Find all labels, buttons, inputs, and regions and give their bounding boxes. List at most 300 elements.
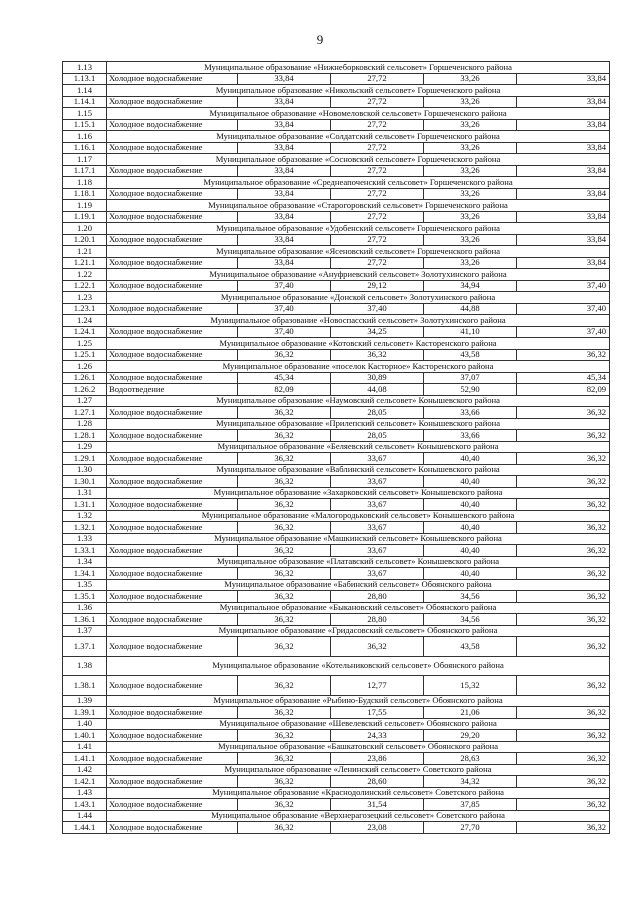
tariff-value-4: 36,32 <box>517 637 610 657</box>
section-header-row <box>63 177 610 189</box>
section-header-row <box>63 441 610 453</box>
data-row <box>63 545 610 557</box>
data-row <box>63 430 610 442</box>
service-name: Холодное водоснабжение <box>107 637 238 657</box>
tariff-value-3: 33,26 <box>424 142 517 154</box>
data-row <box>63 73 610 85</box>
tariff-value-4: 33,84 <box>517 234 610 246</box>
tariff-value-1: 45,34 <box>238 372 331 384</box>
data-row <box>63 349 610 361</box>
row-number: 1.30.1 <box>63 476 107 488</box>
row-number: 1.19 <box>63 200 107 212</box>
tariff-value-3: 40,40 <box>424 545 517 557</box>
service-name: Холодное водоснабжение <box>107 753 238 765</box>
row-number: 1.13 <box>63 62 107 74</box>
tariff-value-1: 33,84 <box>238 119 331 131</box>
service-name: Холодное водоснабжение <box>107 676 238 696</box>
tariff-value-1: 36,32 <box>238 499 331 511</box>
data-row <box>63 257 610 269</box>
service-name: Холодное водоснабжение <box>107 522 238 534</box>
tariff-value-2: 27,72 <box>331 165 424 177</box>
tariff-value-1: 82,09 <box>238 384 331 396</box>
municipality-title: Муниципальное образование «Рыбино-Будский сельсовет» Обоянского района <box>107 695 610 707</box>
row-number: 1.18.1 <box>63 188 107 200</box>
data-row <box>63 453 610 465</box>
service-name: Холодное водоснабжение <box>107 799 238 811</box>
tariff-value-2: 36,32 <box>331 637 424 657</box>
row-number: 1.44 <box>63 810 107 822</box>
service-name: Холодное водоснабжение <box>107 499 238 511</box>
tariff-value-4: 36,32 <box>517 476 610 488</box>
tariff-value-4: 36,32 <box>517 545 610 557</box>
tariff-value-1: 36,32 <box>238 476 331 488</box>
service-name: Холодное водоснабжение <box>107 326 238 338</box>
section-header-row <box>63 108 610 120</box>
service-name: Холодное водоснабжение <box>107 407 238 419</box>
tariff-value-1: 33,84 <box>238 73 331 85</box>
tariff-value-4: 33,84 <box>517 165 610 177</box>
tariff-value-1: 33,84 <box>238 211 331 223</box>
tariff-value-4: 37,40 <box>517 303 610 315</box>
municipality-title: Муниципальное образование «Наумовский сельсовет» Конышевского района <box>107 395 610 407</box>
service-name: Холодное водоснабжение <box>107 545 238 557</box>
row-number: 1.34 <box>63 556 107 568</box>
service-name: Холодное водоснабжение <box>107 822 238 834</box>
row-number: 1.16.1 <box>63 142 107 154</box>
row-number: 1.15.1 <box>63 119 107 131</box>
service-name: Холодное водоснабжение <box>107 303 238 315</box>
tariff-value-2: 33,67 <box>331 499 424 511</box>
row-number: 1.16 <box>63 131 107 143</box>
tariff-value-2: 36,32 <box>331 349 424 361</box>
tariff-value-4: 36,32 <box>517 776 610 788</box>
tariff-value-1: 36,32 <box>238 522 331 534</box>
row-number: 1.35.1 <box>63 591 107 603</box>
tariff-value-2: 27,72 <box>331 211 424 223</box>
tariff-value-3: 28,63 <box>424 753 517 765</box>
tariff-value-3: 40,40 <box>424 476 517 488</box>
service-name: Холодное водоснабжение <box>107 430 238 442</box>
tariff-value-1: 36,32 <box>238 753 331 765</box>
row-number: 1.36.1 <box>63 614 107 626</box>
tariff-value-2: 28,80 <box>331 614 424 626</box>
tariff-value-1: 33,84 <box>238 142 331 154</box>
tariff-value-2: 33,67 <box>331 545 424 557</box>
tariff-value-2: 29,12 <box>331 280 424 292</box>
row-number: 1.39 <box>63 695 107 707</box>
municipality-title: Муниципальное образование «Ваблинский сельсовет» Конышевского района <box>107 464 610 476</box>
tariff-value-4: 33,84 <box>517 142 610 154</box>
tariff-value-4: 36,32 <box>517 614 610 626</box>
tariff-value-4: 36,32 <box>517 522 610 534</box>
section-header-row <box>63 269 610 281</box>
tariff-value-4: 37,40 <box>517 326 610 338</box>
tariff-value-2: 34,25 <box>331 326 424 338</box>
row-number: 1.42 <box>63 764 107 776</box>
tariff-value-3: 34,56 <box>424 591 517 603</box>
section-header-row <box>63 787 610 799</box>
data-row <box>63 753 610 765</box>
tariff-value-3: 29,20 <box>424 730 517 742</box>
row-number: 1.34.1 <box>63 568 107 580</box>
municipality-title: Муниципальное образование «Новомеловской сельсовет» Горшеченского района <box>107 108 610 120</box>
data-row <box>63 303 610 315</box>
row-number: 1.43.1 <box>63 799 107 811</box>
tariff-value-2: 31,54 <box>331 799 424 811</box>
row-number: 1.13.1 <box>63 73 107 85</box>
tariff-value-2: 30,89 <box>331 372 424 384</box>
tariff-value-2: 12,77 <box>331 676 424 696</box>
tariff-value-3: 33,26 <box>424 188 517 200</box>
service-name: Холодное водоснабжение <box>107 776 238 788</box>
row-number: 1.29.1 <box>63 453 107 465</box>
municipality-title: Муниципальное образование «Сосновский сельсовет» Горшеченского района <box>107 154 610 166</box>
section-header-row <box>63 223 610 235</box>
data-row <box>63 522 610 534</box>
service-name: Холодное водоснабжение <box>107 591 238 603</box>
section-header-row <box>63 62 610 74</box>
data-row <box>63 637 610 657</box>
tariff-value-3: 33,26 <box>424 119 517 131</box>
data-row <box>63 676 610 696</box>
row-number: 1.26.2 <box>63 384 107 396</box>
data-row <box>63 730 610 742</box>
service-name: Холодное водоснабжение <box>107 730 238 742</box>
section-header-row <box>63 361 610 373</box>
service-name: Водоотведение <box>107 384 238 396</box>
data-row <box>63 407 610 419</box>
data-row <box>63 280 610 292</box>
row-number: 1.37 <box>63 625 107 637</box>
service-name: Холодное водоснабжение <box>107 234 238 246</box>
municipality-title: Муниципальное образование «Донской сельсовет» Золотухинского района <box>107 292 610 304</box>
data-row <box>63 119 610 131</box>
tariff-value-3: 41,10 <box>424 326 517 338</box>
data-row <box>63 372 610 384</box>
tariff-value-1: 36,32 <box>238 676 331 696</box>
tariff-value-4: 33,84 <box>517 257 610 269</box>
tariff-value-1: 33,84 <box>238 234 331 246</box>
row-number: 1.19.1 <box>63 211 107 223</box>
row-number: 1.21.1 <box>63 257 107 269</box>
tariff-value-2: 33,67 <box>331 453 424 465</box>
tariff-value-2: 33,67 <box>331 568 424 580</box>
tariff-value-1: 33,84 <box>238 257 331 269</box>
row-number: 1.17 <box>63 154 107 166</box>
tariff-value-3: 33,26 <box>424 234 517 246</box>
section-header-row <box>63 131 610 143</box>
tariff-value-2: 28,05 <box>331 407 424 419</box>
tariff-value-4: 36,32 <box>517 453 610 465</box>
row-number: 1.30 <box>63 464 107 476</box>
municipality-title: Муниципальное образование «Быкановский сельсовет» Обоянского района <box>107 602 610 614</box>
municipality-title: Муниципальное образование «Котельниковский сельсовет» Обоянского района <box>107 656 610 676</box>
service-name: Холодное водоснабжение <box>107 257 238 269</box>
tariff-value-3: 34,32 <box>424 776 517 788</box>
municipality-title: Муниципальное образование «Беляевский сельсовет» Конышевского района <box>107 441 610 453</box>
tariff-value-3: 15,32 <box>424 676 517 696</box>
data-row <box>63 142 610 154</box>
tariff-value-3: 40,40 <box>424 453 517 465</box>
section-header-row <box>63 395 610 407</box>
row-number: 1.24.1 <box>63 326 107 338</box>
tariff-value-1: 36,32 <box>238 453 331 465</box>
tariff-value-1: 36,32 <box>238 591 331 603</box>
tariff-value-1: 36,32 <box>238 614 331 626</box>
tariff-value-3: 37,07 <box>424 372 517 384</box>
row-number: 1.37.1 <box>63 637 107 657</box>
data-row <box>63 707 610 719</box>
tariff-value-1: 37,40 <box>238 303 331 315</box>
tariff-value-1: 36,32 <box>238 407 331 419</box>
tariff-value-4: 36,32 <box>517 822 610 834</box>
tariff-value-3: 21,06 <box>424 707 517 719</box>
service-name: Холодное водоснабжение <box>107 211 238 223</box>
tariff-value-3: 27,70 <box>424 822 517 834</box>
municipality-title: Муниципальное образование «Верхнерагозецкий сельсовет» Советского района <box>107 810 610 822</box>
tariff-value-3: 43,58 <box>424 637 517 657</box>
tariff-value-4: 36,32 <box>517 591 610 603</box>
tariff-value-4: 36,32 <box>517 676 610 696</box>
tariff-table <box>62 61 610 834</box>
row-number: 1.20.1 <box>63 234 107 246</box>
tariff-value-4: 36,32 <box>517 730 610 742</box>
row-number: 1.26.1 <box>63 372 107 384</box>
tariff-value-3: 33,26 <box>424 73 517 85</box>
municipality-title: Муниципальное образование «Никольский сельсовет» Горшеченского района <box>107 85 610 97</box>
data-row <box>63 591 610 603</box>
data-row <box>63 776 610 788</box>
tariff-value-1: 36,32 <box>238 707 331 719</box>
municipality-title: Муниципальное образование «Котовский сельсовет» Касторенского района <box>107 338 610 350</box>
section-header-row <box>63 695 610 707</box>
section-header-row <box>63 533 610 545</box>
tariff-value-2: 27,72 <box>331 234 424 246</box>
municipality-title: Муниципальное образование «Шевелевский сельсовет» Обоянского района <box>107 718 610 730</box>
row-number: 1.32 <box>63 510 107 522</box>
section-header-row <box>63 292 610 304</box>
section-header-row <box>63 315 610 327</box>
row-number: 1.21 <box>63 246 107 258</box>
row-number: 1.31.1 <box>63 499 107 511</box>
tariff-value-3: 34,56 <box>424 614 517 626</box>
row-number: 1.23 <box>63 292 107 304</box>
tariff-value-2: 23,08 <box>331 822 424 834</box>
tariff-value-3: 33,26 <box>424 165 517 177</box>
section-header-row <box>63 200 610 212</box>
tariff-value-1: 33,84 <box>238 188 331 200</box>
tariff-value-2: 17,55 <box>331 707 424 719</box>
tariff-value-4: 33,84 <box>517 73 610 85</box>
municipality-title: Муниципальное образование «Малогородьковский сельсовет» Конышевского района <box>107 510 610 522</box>
row-number: 1.14.1 <box>63 96 107 108</box>
service-name: Холодное водоснабжение <box>107 165 238 177</box>
tariff-value-1: 36,32 <box>238 637 331 657</box>
tariff-value-4: 36,32 <box>517 349 610 361</box>
municipality-title: Муниципальное образование «Новоспасский сельсовет» Золотухинского района <box>107 315 610 327</box>
data-row <box>63 476 610 488</box>
page-number: 9 <box>316 32 324 47</box>
tariff-value-3: 40,40 <box>424 568 517 580</box>
municipality-title: Муниципальное образование «Ануфриевский сельсовет» Золотухинского района <box>107 269 610 281</box>
data-row <box>63 234 610 246</box>
data-row <box>63 568 610 580</box>
tariff-value-3: 33,66 <box>424 407 517 419</box>
tariff-table-body <box>63 62 610 834</box>
tariff-value-2: 37,40 <box>331 303 424 315</box>
section-header-row <box>63 741 610 753</box>
row-number: 1.31 <box>63 487 107 499</box>
tariff-value-4: 36,32 <box>517 799 610 811</box>
tariff-value-2: 28,05 <box>331 430 424 442</box>
service-name: Холодное водоснабжение <box>107 372 238 384</box>
tariff-value-1: 36,32 <box>238 799 331 811</box>
row-number: 1.33.1 <box>63 545 107 557</box>
row-number: 1.27 <box>63 395 107 407</box>
service-name: Холодное водоснабжение <box>107 188 238 200</box>
row-number: 1.23.1 <box>63 303 107 315</box>
tariff-value-3: 40,40 <box>424 522 517 534</box>
row-number: 1.39.1 <box>63 707 107 719</box>
tariff-value-4: 36,32 <box>517 707 610 719</box>
service-name: Холодное водоснабжение <box>107 96 238 108</box>
tariff-value-1: 37,40 <box>238 280 331 292</box>
data-row <box>63 96 610 108</box>
row-number: 1.38.1 <box>63 676 107 696</box>
tariff-value-4: 33,84 <box>517 188 610 200</box>
tariff-value-2: 28,60 <box>331 776 424 788</box>
data-row <box>63 384 610 396</box>
municipality-title: Муниципальное образование «Бабинский сельсовет» Обоянского района <box>107 579 610 591</box>
tariff-value-4: 33,84 <box>517 119 610 131</box>
section-header-row <box>63 246 610 258</box>
row-number: 1.44.1 <box>63 822 107 834</box>
service-name: Холодное водоснабжение <box>107 476 238 488</box>
row-number: 1.33 <box>63 533 107 545</box>
tariff-value-3: 43,58 <box>424 349 517 361</box>
tariff-value-2: 27,72 <box>331 96 424 108</box>
data-row <box>63 614 610 626</box>
tariff-value-3: 33,26 <box>424 257 517 269</box>
row-number: 1.40.1 <box>63 730 107 742</box>
row-number: 1.24 <box>63 315 107 327</box>
municipality-title: Муниципальное образование «Гридасовский сельсовет» Обоянского района <box>107 625 610 637</box>
section-header-row <box>63 656 610 676</box>
tariff-value-2: 27,72 <box>331 142 424 154</box>
row-number: 1.35 <box>63 579 107 591</box>
tariff-value-2: 33,67 <box>331 476 424 488</box>
row-number: 1.41.1 <box>63 753 107 765</box>
data-row <box>63 211 610 223</box>
tariff-value-3: 40,40 <box>424 499 517 511</box>
tariff-value-1: 36,32 <box>238 349 331 361</box>
row-number: 1.22.1 <box>63 280 107 292</box>
municipality-title: Муниципальное образование «Удобенский сельсовет» Горшеченского района <box>107 223 610 235</box>
municipality-title: Муниципальное образование «Прилепский сельсовет» Конышевского района <box>107 418 610 430</box>
tariff-value-1: 33,84 <box>238 96 331 108</box>
tariff-value-4: 33,84 <box>517 96 610 108</box>
row-number: 1.38 <box>63 656 107 676</box>
section-header-row <box>63 487 610 499</box>
municipality-title: Муниципальное образование «Захарковский сельсовет» Конышевского района <box>107 487 610 499</box>
data-row <box>63 822 610 834</box>
section-header-row <box>63 718 610 730</box>
data-row <box>63 165 610 177</box>
section-header-row <box>63 464 610 476</box>
row-number: 1.14 <box>63 85 107 97</box>
row-number: 1.28.1 <box>63 430 107 442</box>
row-number: 1.29 <box>63 441 107 453</box>
municipality-title: Муниципальное образование «Среднеапоченский сельсовет» Горшеченского района <box>107 177 610 189</box>
service-name: Холодное водоснабжение <box>107 280 238 292</box>
row-number: 1.20 <box>63 223 107 235</box>
tariff-value-2: 24,33 <box>331 730 424 742</box>
tariff-value-4: 36,32 <box>517 568 610 580</box>
tariff-value-4: 36,32 <box>517 499 610 511</box>
municipality-title: Муниципальное образование «Солдатский сельсовет» Горшеченского района <box>107 131 610 143</box>
tariff-value-4: 82,09 <box>517 384 610 396</box>
tariff-value-1: 33,84 <box>238 165 331 177</box>
row-number: 1.42.1 <box>63 776 107 788</box>
tariff-value-3: 34,94 <box>424 280 517 292</box>
service-name: Холодное водоснабжение <box>107 707 238 719</box>
row-number: 1.43 <box>63 787 107 799</box>
row-number: 1.27.1 <box>63 407 107 419</box>
tariff-value-3: 52,90 <box>424 384 517 396</box>
section-header-row <box>63 85 610 97</box>
service-name: Холодное водоснабжение <box>107 349 238 361</box>
section-header-row <box>63 810 610 822</box>
tariff-value-2: 27,72 <box>331 257 424 269</box>
tariff-value-4: 36,32 <box>517 753 610 765</box>
tariff-value-3: 33,26 <box>424 96 517 108</box>
row-number: 1.40 <box>63 718 107 730</box>
service-name: Холодное водоснабжение <box>107 453 238 465</box>
service-name: Холодное водоснабжение <box>107 614 238 626</box>
tariff-value-4: 36,32 <box>517 430 610 442</box>
section-header-row <box>63 338 610 350</box>
service-name: Холодное водоснабжение <box>107 119 238 131</box>
service-name: Холодное водоснабжение <box>107 142 238 154</box>
tariff-value-1: 36,32 <box>238 545 331 557</box>
section-header-row <box>63 510 610 522</box>
tariff-value-4: 45,34 <box>517 372 610 384</box>
tariff-value-2: 33,67 <box>331 522 424 534</box>
tariff-value-1: 36,32 <box>238 568 331 580</box>
tariff-value-2: 23,86 <box>331 753 424 765</box>
municipality-title: Муниципальное образование «Платавский сельсовет» Конышевского района <box>107 556 610 568</box>
tariff-value-2: 27,72 <box>331 119 424 131</box>
row-number: 1.32.1 <box>63 522 107 534</box>
service-name: Холодное водоснабжение <box>107 568 238 580</box>
tariff-value-2: 27,72 <box>331 73 424 85</box>
row-number: 1.25 <box>63 338 107 350</box>
section-header-row <box>63 418 610 430</box>
municipality-title: Муниципальное образование «Ясеновский сельсовет» Горшеченского района <box>107 246 610 258</box>
data-row <box>63 799 610 811</box>
municipality-title: Муниципальное образование «поселок Касторное» Касторенского района <box>107 361 610 373</box>
tariff-value-3: 44,88 <box>424 303 517 315</box>
tariff-value-3: 33,26 <box>424 211 517 223</box>
tariff-value-2: 27,72 <box>331 188 424 200</box>
data-row <box>63 326 610 338</box>
tariff-value-1: 36,32 <box>238 822 331 834</box>
data-row <box>63 499 610 511</box>
section-header-row <box>63 556 610 568</box>
tariff-value-1: 36,32 <box>238 430 331 442</box>
municipality-title: Муниципальное образование «Краснодолинский сельсовет» Советского района <box>107 787 610 799</box>
section-header-row <box>63 625 610 637</box>
